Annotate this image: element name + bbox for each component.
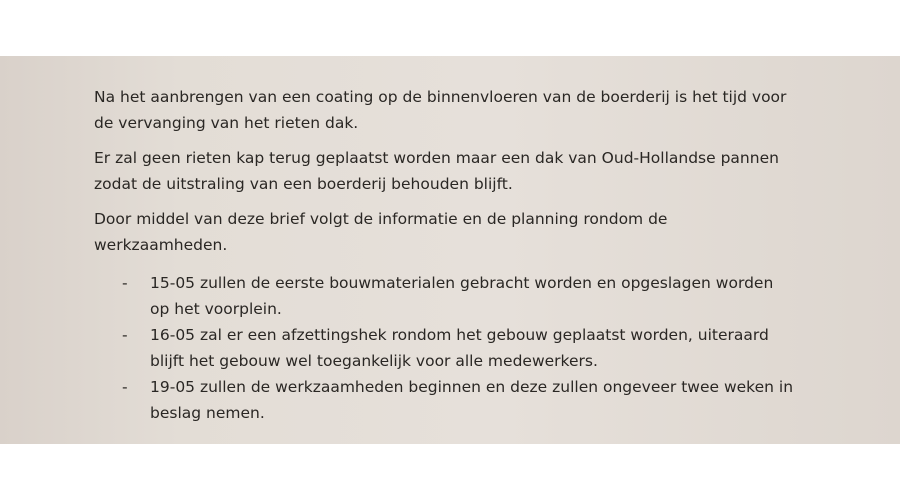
list-item-text: 15-05 zullen de eerste bouwmaterialen gebracht worden en opgeslagen worden op het voorplein. [150, 274, 774, 318]
paragraph-intro: Na het aanbrengen van een coating op de binnenvloeren van de boerderij is het tijd voor de vervanging van het rieten dak. [94, 88, 787, 132]
document-page [0, 56, 900, 444]
list-item-text: 16-05 zal er een afzettingshek rondom het gebouw geplaatst worden, uiteraard blijft het gebouw wel toegankelijk voor alle medewerkers. [150, 326, 769, 370]
paragraph-planning: Door middel van deze brief volgt de informatie en de planning rondom de werkzaamheden. [94, 210, 668, 254]
letter-body [94, 84, 794, 426]
paragraph-roof: Er zal geen rieten kap terug geplaatst worden maar een dak van Oud-Hollandse pannen zodat de uitstraling van een boerderij behouden blijft. [94, 149, 779, 193]
list-item [94, 270, 794, 322]
bullet-dash: - [122, 378, 128, 396]
planning-list [94, 270, 794, 426]
list-item [94, 322, 794, 374]
list-item-text: 19-05 zullen de werkzaamheden beginnen en deze zullen ongeveer twee weken in beslag nemen. [150, 378, 794, 422]
bullet-dash: - [122, 326, 128, 344]
bullet-dash: - [122, 274, 128, 292]
list-item [94, 374, 794, 426]
